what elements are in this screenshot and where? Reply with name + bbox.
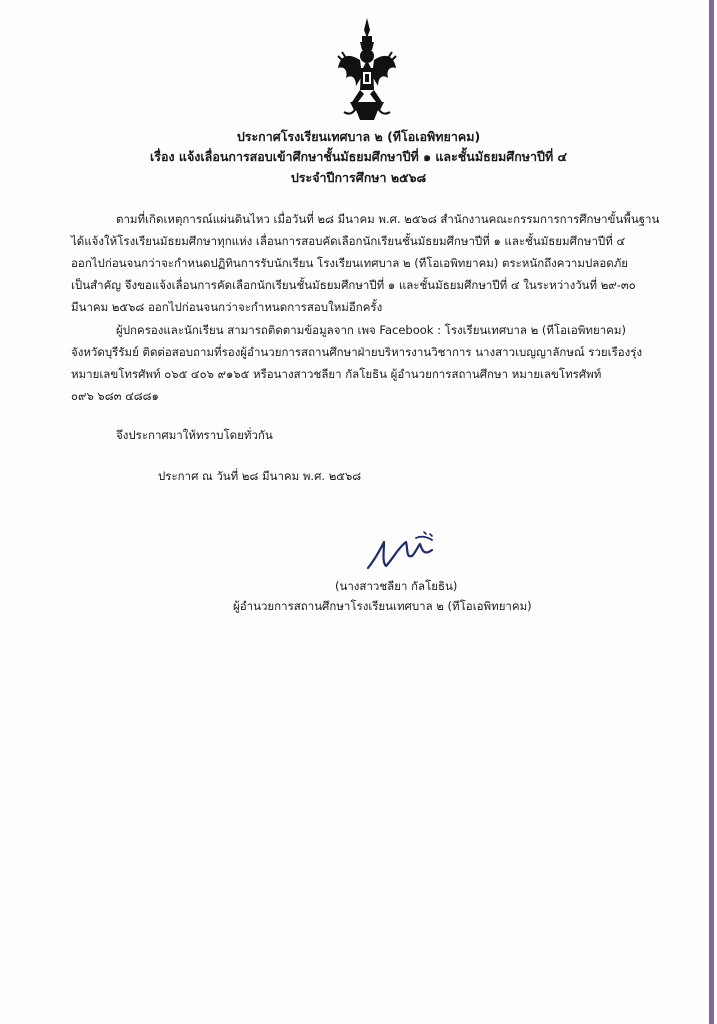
paragraph-2-line: ผู้ปกครองและนักเรียน สามารถติดตามข้อมูลจาก เพจ Facebook : โรงเรียนเทศบาล ๒ (ทีโอเอพิทยาคม) bbox=[116, 323, 626, 337]
garuda-emblem-icon bbox=[336, 16, 398, 124]
announcement-title: ประกาศโรงเรียนเทศบาล ๒ (ทีโอเอพิทยาคม) bbox=[236, 129, 481, 144]
announcement-year: ประจำปีการศึกษา ๒๕๖๘ bbox=[290, 170, 427, 185]
announcement-subject: เรื่อง แจ้งเลื่อนการสอบเข้าศึกษาชั้นมัธยมศึกษาปีที่ ๑ และชั้นมัธยมศึกษาปีที่ ๔ bbox=[149, 149, 568, 164]
signatory-position: ผู้อำนวยการสถานศึกษาโรงเรียนเทศบาล ๒ (ทีโอเอพิทยาคม) bbox=[233, 599, 532, 613]
paragraph-1-line: เป็นสำคัญ จึงขอแจ้งเลื่อนการคัดเลือกนักเรียนชั้นมัธยมศึกษาปีที่ ๑ และชั้นมัธยมศึกษาปีที่ ๔ ในระหว่างวันที่ ๒๙-๓๐ bbox=[71, 278, 636, 292]
paragraph-1-line: ตามที่เกิดเหตุการณ์แผ่นดินไหว เมื่อวันที่ ๒๘ มีนาคม พ.ศ. ๒๕๖๘ สำนักงานคณะกรรมการการศึกษาขั้นพื้นฐาน bbox=[116, 212, 660, 226]
paragraph-1-line: มีนาคม ๒๕๖๘ ออกไปก่อนจนกว่าจะกำหนดการสอบใหม่อีกครั้ง bbox=[71, 300, 383, 314]
page-edge-bar bbox=[709, 0, 714, 1024]
signatory-name: (นางสาวชลียา กัลโยธิน) bbox=[335, 579, 458, 593]
paragraph-1-line: ได้แจ้งให้โรงเรียนมัธยมศึกษาทุกแห่ง เลื่อนการสอบคัดเลือกนักเรียนชั้นมัธยมศึกษาปีที่ ๑ และชั้นมัธยมศึกษาปีที่ ๔ bbox=[71, 234, 626, 248]
paragraph-2-line: หมายเลขโทรศัพท์ ๐๖๕ ๔๐๖ ๙๑๖๕ หรือนางสาวชลียา กัลโยธิน ผู้อำนวยการสถานศึกษา หมายเลขโทรศัพท์ bbox=[71, 367, 602, 381]
announcement-date: ประกาศ ณ วันที่ ๒๘ มีนาคม พ.ศ. ๒๕๖๘ bbox=[158, 469, 362, 483]
paragraph-1-line: ออกไปก่อนจนกว่าจะกำหนดปฏิทินการรับนักเรียน โรงเรียนเทศบาล ๒ (ทีโอเอพิทยาคม) ตระหนักถึงความปลอดภัย bbox=[71, 256, 629, 270]
paragraph-2-line: จังหวัดบุรีรัมย์ ติดต่อสอบถามที่รองผู้อำนวยการสถานศึกษาฝ่ายบริหารงานวิชาการ นางสาวเบญญาลักษณ์ รวยเรืองรุ่ง bbox=[71, 345, 643, 359]
paragraph-2-line: ๐๙๖ ๖๘๓ ๔๘๘๑ bbox=[71, 389, 159, 403]
signature-icon bbox=[362, 528, 440, 576]
closing-statement: จึงประกาศมาให้ทราบโดยทั่วกัน bbox=[116, 428, 273, 442]
